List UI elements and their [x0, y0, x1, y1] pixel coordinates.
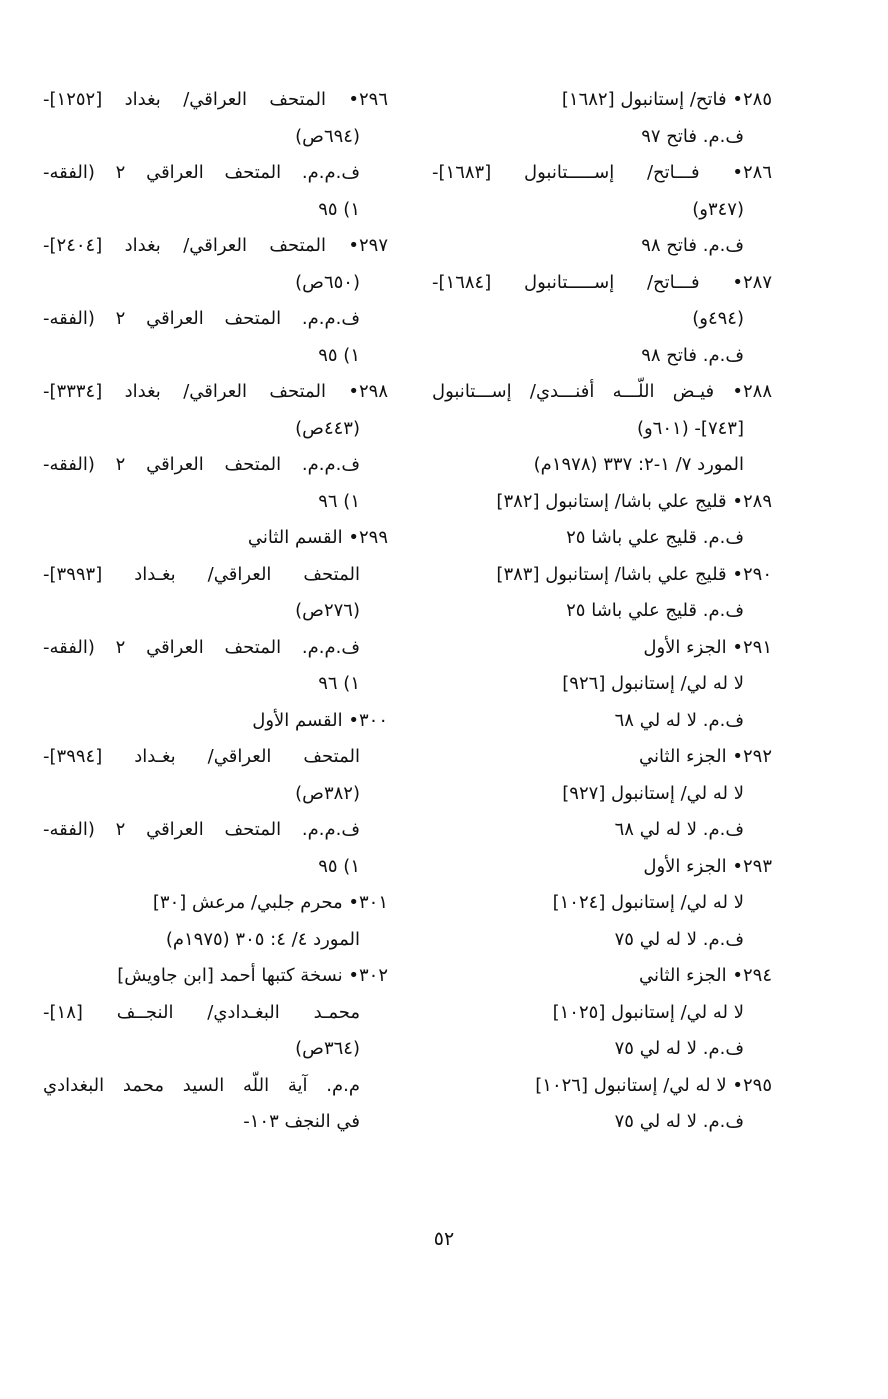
detail-line: ف.م. لا له لي ٦٨: [614, 709, 744, 731]
detail-line: (٦٥٠ص): [295, 271, 360, 293]
entry-line: ٣٠٢• نسخة كتبها أحمد [ابن جاويش]: [117, 965, 388, 986]
detail-line: (٦٩٤ص): [295, 125, 360, 147]
detail-line: (٤٩٤و): [692, 308, 744, 329]
detail-line: المورد ٤/ ٤: ٣٠٥ (١٩٧٥م): [165, 928, 360, 950]
detail-line: المورد ٧/ ١-٢: ٣٣٧ (١٩٧٨م): [533, 454, 744, 475]
entry-line: ٢٩٤• الجزء الثاني: [639, 965, 772, 986]
detail-line: لا له لي/ إستانبول [٩٢٦]: [562, 673, 744, 694]
entry-line: ٣٠٠• القسم الأول: [252, 709, 388, 731]
detail-line: (٣٨٢ص): [295, 782, 360, 804]
entry-line: ٢٩٦• المتحف العراقي/ بغداد [١٢٥٢]-: [43, 89, 388, 110]
entry-line: ٣٠١• محرم جلبي/ مرعش [٣٠]: [152, 892, 388, 913]
detail-line: (٤٤٣ص): [295, 417, 360, 439]
detail-line: لا له لي/ إستانبول [١٠٢٥]: [552, 1001, 744, 1023]
detail-line: (٢٧٦ص): [295, 600, 360, 621]
detail-line: لا له لي/ إستانبول [١٠٢٤]: [552, 892, 744, 913]
detail-line: ف.م. فاتح ٩٧: [641, 125, 744, 147]
detail-line: ف.م.م. المتحف العراقي ٢ (الفقه-: [43, 162, 361, 183]
detail-line: ف.م. لا له لي ٧٥: [614, 928, 744, 950]
detail-line: ف.م. فاتح ٩٨: [641, 344, 744, 366]
detail-line: محمـد البغـدادي/ النجــف [١٨]-: [43, 1001, 360, 1023]
detail-line: (٣٦٤ص): [295, 1038, 360, 1059]
entry-line: ٢٩٩• القسم الثاني: [247, 527, 388, 548]
entry-line: ٢٩٨• المتحف العراقي/ بغداد [٣٣٣٤]-: [43, 381, 388, 402]
detail-line: ١) ٩٦: [318, 673, 360, 694]
detail-line: ١) ٩٥: [318, 198, 360, 220]
detail-line: ١) ٩٥: [318, 855, 360, 877]
detail-line: [٧٤٣]- (٦٠١و): [636, 417, 744, 439]
entry-line: ٢٨٧• فـــاتح/ إســـــتانبول [١٦٨٤]-: [432, 271, 772, 293]
detail-line: ف.م.م. المتحف العراقي ٢ (الفقه-: [43, 308, 361, 329]
detail-line: ف.م. لا له لي ٦٨: [614, 819, 744, 840]
entry-line: ٢٩١• الجزء الأول: [643, 636, 772, 658]
right-column: [432, 82, 772, 1141]
detail-line: ١) ٩٦: [318, 490, 360, 512]
left-column: [43, 82, 388, 1141]
entry-line: ٢٩٠• قليج علي باشا/ إستانبول [٣٨٣]: [496, 563, 772, 585]
detail-line: لا له لي/ إستانبول [٩٢٧]: [562, 782, 744, 804]
entry-line: ٢٨٥• فاتح/ إستانبول [١٦٨٢]: [561, 89, 772, 110]
entry-line: ٢٨٩• قليج علي باشا/ إستانبول [٣٨٢]: [496, 490, 772, 512]
detail-line: ف.م. لا له لي ٧٥: [614, 1111, 744, 1132]
detail-line: ف.م. قليج علي باشا ٢٥: [566, 527, 744, 548]
detail-line: ف.م.م. المتحف العراقي ٢ (الفقه-: [43, 819, 361, 840]
entry-line: ٢٨٦• فـــاتح/ إســـــتانبول [١٦٨٣]-: [432, 162, 772, 183]
detail-line: المتحف العراقي/ بغـداد [٣٩٩٤]-: [43, 746, 360, 767]
entry-line: ٢٩٢• الجزء الثاني: [639, 746, 772, 767]
detail-line: (٣٤٧و): [692, 198, 744, 220]
detail-line: ف.م. فاتح ٩٨: [641, 235, 744, 256]
detail-line: في النجف ١٠٣-: [243, 1111, 360, 1132]
entry-line: ٢٩٧• المتحف العراقي/ بغداد [٢٤٠٤]-: [43, 235, 388, 256]
detail-line: ١) ٩٥: [318, 344, 360, 366]
detail-line: ف.م.م. المتحف العراقي ٢ (الفقه-: [43, 636, 361, 658]
entry-line: ٢٩٣• الجزء الأول: [643, 855, 772, 877]
detail-line: ف.م.م. المتحف العراقي ٢ (الفقه-: [43, 454, 361, 475]
detail-line: م.م. آية اللّه السيد محمد البغدادي: [43, 1074, 360, 1096]
detail-line: ف.م. لا له لي ٧٥: [614, 1038, 744, 1059]
detail-line: ف.م. قليج علي باشا ٢٥: [566, 600, 744, 621]
detail-line: المتحف العراقي/ بغـداد [٣٩٩٣]-: [43, 563, 360, 585]
entry-line: ٢٨٨• فيـض اللّـــه أفنـــدي/ إســـتانبول: [432, 381, 772, 402]
page-number: ٥٢: [433, 1228, 455, 1250]
entry-line: ٢٩٥• لا له لي/ إستانبول [١٠٢٦]: [535, 1074, 772, 1096]
